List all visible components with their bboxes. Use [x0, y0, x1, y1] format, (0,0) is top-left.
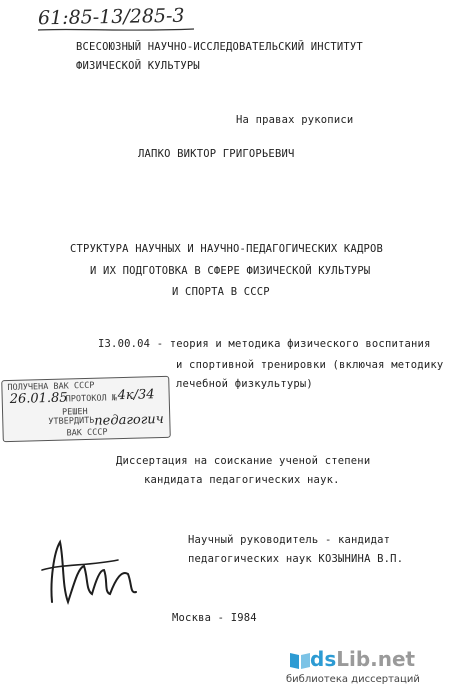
- degree-line-1: Диссертация на соискание ученой степени: [116, 455, 371, 467]
- dslib-watermark: [282, 647, 447, 697]
- title-line-2: И ИХ ПОДГОТОВКА В СФЕРЕ ФИЗИЧЕСКОЙ КУЛЬТУРЫ: [90, 265, 371, 277]
- stamp-protocol: 4к/34: [117, 387, 155, 404]
- stamp-line-5: ВАК СССР: [66, 427, 108, 439]
- stamp-decision: педагогич: [94, 411, 164, 429]
- stamp-line-3: РЕШЕН: [61, 406, 88, 418]
- specialty-line-2: и спортивной тренировки (включая методику: [176, 359, 444, 371]
- stamp-line-2: ПРОТОКОЛ №: [65, 393, 118, 405]
- supervisor-line-1: Научный руководитель - кандидат: [188, 534, 391, 546]
- specialty-line-3: лечебной физкультуры): [176, 378, 313, 390]
- logo-ds: ds: [310, 647, 337, 671]
- logo-subtitle: библиотека диссертаций: [286, 674, 420, 685]
- handwritten-signature: [38, 530, 148, 620]
- registration-stamp: [1, 376, 171, 442]
- title-line-3: И СПОРТА В СССР: [172, 286, 270, 298]
- handwritten-catalog-code: 61:85-13/285-3: [37, 4, 185, 30]
- specialty-line-1: I3.00.04 - теория и методика физического воспитания: [98, 338, 431, 350]
- stamp-line-1: ПОЛУЧЕНА ВАК СССР: [7, 380, 95, 394]
- handwritten-underline: [36, 27, 196, 33]
- dslib-logo-text: [310, 647, 415, 671]
- institution-line-2: ФИЗИЧЕСКОЙ КУЛЬТУРЫ: [76, 60, 200, 72]
- book-icon: [288, 649, 312, 671]
- supervisor-line-2: педагогических наук КОЗЫНИНА В.П.: [188, 553, 404, 565]
- author-name: ЛАПКО ВИКТОР ГРИГОРЬЕВИЧ: [138, 148, 295, 160]
- logo-lib: Lib.net: [336, 647, 416, 671]
- stamp-line-4: УТВЕРДИТЬ: [48, 415, 95, 427]
- stamp-date: 26.01.85: [9, 390, 68, 407]
- institution-line-1: ВСЕСОЮЗНЫЙ НАУЧНО-ИССЛЕДОВАТЕЛЬСКИЙ ИНСТИТУТ: [76, 41, 363, 53]
- degree-line-2: кандидата педагогических наук.: [144, 474, 340, 486]
- title-line-1: СТРУКТУРА НАУЧНЫХ И НАУЧНО-ПЕДАГОГИЧЕСКИХ КАДРОВ: [70, 243, 384, 255]
- city-year: Москва - I984: [172, 612, 257, 624]
- manuscript-note: На правах рукописи: [236, 114, 354, 126]
